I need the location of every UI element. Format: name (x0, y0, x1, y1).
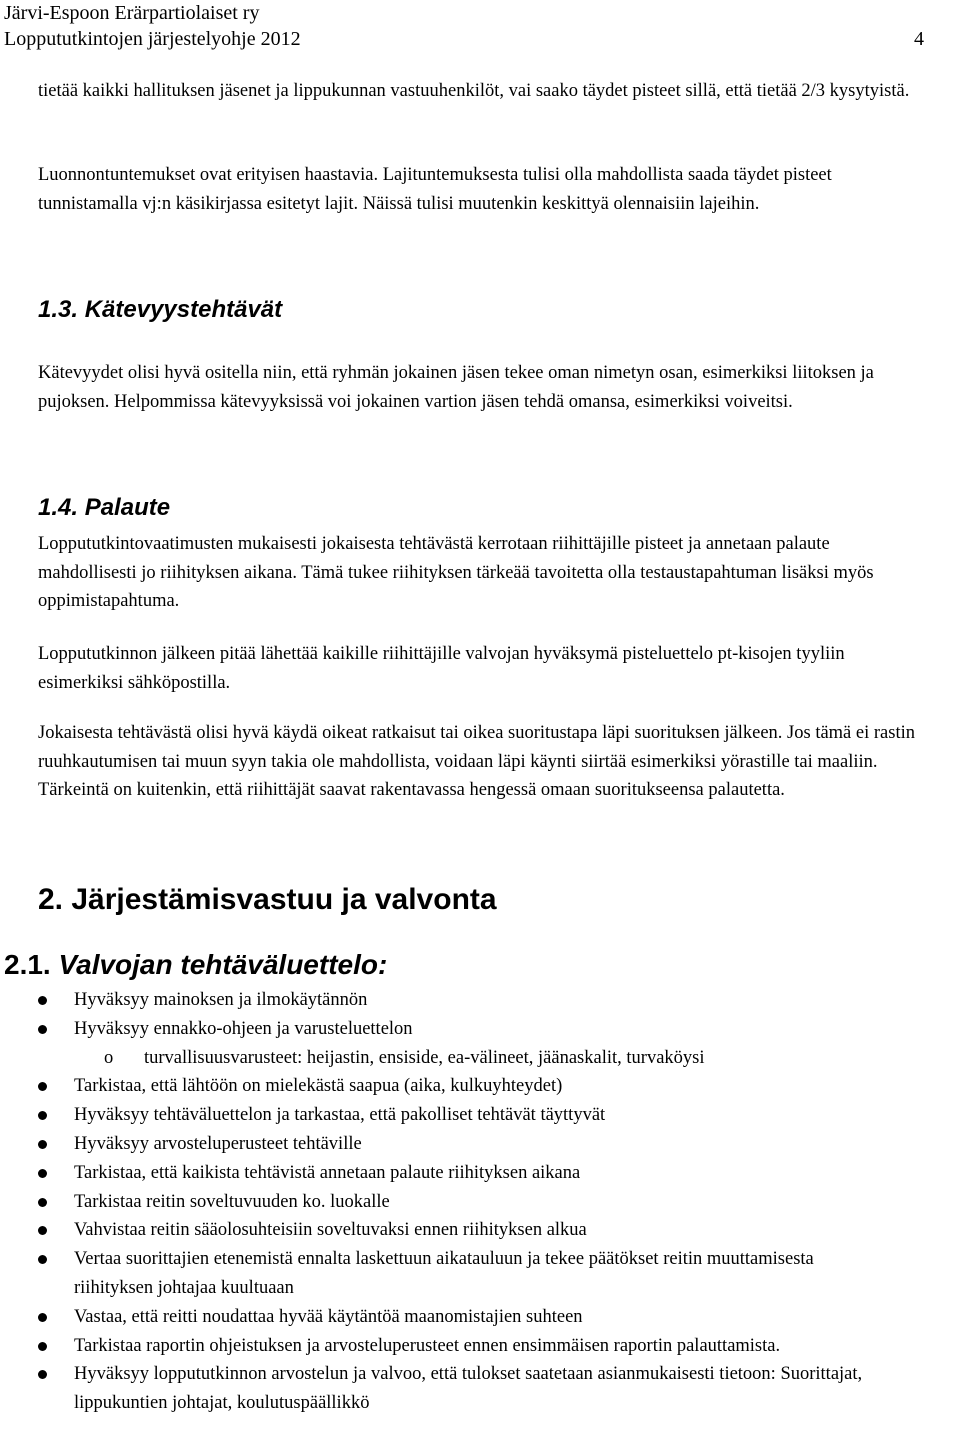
paragraph: tietää kaikki hallituksen jäsenet ja lippukunnan vastuuhenkilöt, vai saako täydet pisteet sillä, että tietää 2/3 kysytyistä. (38, 81, 910, 101)
paragraph: Loppututkinnon jälkeen pitää lähettää kaikille riihittäjille valvojan hyväksymä pisteluettelo pt-kisojen tyyliin esimerkiksi sähköpostilla. (38, 644, 845, 693)
list-item-text: Hyväksyy ennakko-ohjeen ja varusteluettelon (74, 1018, 413, 1039)
bullet-icon (38, 1226, 47, 1235)
list-item-text: Hyväksyy arvosteluperusteet tehtäville (74, 1133, 362, 1154)
section-1-4-para-2 (38, 640, 928, 697)
bullet-icon (38, 1025, 47, 1034)
list-item-text: Tarkistaa reitin soveltuvuuden ko. luokalle (74, 1191, 390, 1212)
list-item (0, 1332, 894, 1361)
list-item (0, 1216, 894, 1245)
paragraph-nature-knowledge (38, 161, 928, 218)
list-item-text: Tarkistaa raportin ohjeistuksen ja arvosteluperusteet ennen ensimmäisen raportin palauttamista. (74, 1335, 781, 1356)
paragraph-continuation (38, 77, 928, 106)
heading-1-4: 1.4. Palaute (38, 494, 171, 521)
bullet-icon (38, 1111, 47, 1120)
list-item-text: turvallisuusvarusteet: heijastin, ensiside, ea-välineet, jäänaskalit, turvaköysi (144, 1047, 705, 1068)
section-1-3-text (38, 359, 928, 416)
supervisor-task-list (0, 986, 960, 1418)
list-item (0, 1188, 894, 1217)
paragraph: Kätevyydet olisi hyvä ositella niin, että ryhmän jokainen jäsen tekee oman nimetyn osan, esimerkiksi liitoksen ja pujoksen. Helpommissa kätevyyksissä voi jokainen vartion jäsen tehdä omansa, esimerkiksi voiveitsi. (38, 363, 874, 412)
bullet-icon (38, 1342, 47, 1351)
bullet-icon (38, 1140, 47, 1149)
sub-bullet-marker: o (104, 1047, 114, 1068)
list-item (0, 986, 894, 1015)
list-item (0, 1072, 894, 1101)
paragraph: Loppututkintovaatimusten mukaisesti jokaisesta tehtävästä kerrotaan riihittäjille pisteet ja annetaan palaute mahdollisesti jo riihityksen aikana. Tämä tukee riihityksen tärkeää tavoitetta olla testaustapahtuman lisäksi myös oppimistapahtuma. (38, 534, 874, 611)
list-item (0, 1360, 894, 1418)
list-item-text: Vastaa, että reitti noudattaa hyvää käytäntöä maanomistajien suhteen (74, 1306, 583, 1327)
list-item (0, 1130, 894, 1159)
paragraph: Luonnontuntemukset ovat erityisen haastavia. Lajituntemuksesta tulisi olla mahdollista saada täydet pisteet tunnistamalla vj:n käsikirjassa esitetyt lajit. Näissä tulisi muutenkin keskittyä olennaisiin lajeihin. (38, 165, 832, 214)
list-item-text: Vahvistaa reitin sääolosuhteisiin soveltuvaksi ennen riihityksen alkua (74, 1220, 587, 1241)
list-item (0, 1303, 894, 1332)
bullet-icon (38, 996, 47, 1005)
list-item-text: Hyväksyy mainoksen ja ilmokäytännön (74, 990, 368, 1010)
bullet-icon (38, 1169, 47, 1178)
list-item (0, 1159, 894, 1188)
list-item-text: Hyväksyy tehtäväluettelon ja tarkastaa, että pakolliset tehtävät täyttyvät (74, 1105, 606, 1126)
list-item-text: Vertaa suorittajien etenemistä ennalta laskettuun aikatauluun ja tekee päätökset reitin muuttamisesta riihityksen johtajaa kuultuaan (74, 1249, 814, 1298)
bullet-icon (38, 1198, 47, 1207)
list-item (0, 1245, 894, 1303)
paragraph: Jokaisesta tehtävästä olisi hyvä käydä oikeat ratkaisut tai oikea suoritustapa läpi suorituksen jälkeen. Jos tämä ei rastin ruuhkautumisen tai muun syyn takia ole mahdollista, voidaan läpi käynti siirtää esimerkiksi yörastille tai maaliin. Tärkeintä on kuitenkin, että riihittäjät saavat rakentavassa hengessä omaan suoritukseensa palautetta. (38, 723, 915, 800)
heading-2-1 (4, 948, 387, 982)
sub-list-item (0, 1044, 924, 1073)
list-item-text: Hyväksyy loppututkinnon arvostelun ja valvoo, että tulokset saatetaan asianmukaisesti tietoon: Suorittajat, lippukuntien johtajat, koulutuspäällikkö (74, 1364, 863, 1414)
bullet-icon (38, 1082, 47, 1091)
list-item-text: Tarkistaa, että kaikista tehtävistä annetaan palaute riihityksen aikana (74, 1162, 581, 1183)
section-1-4-para-1 (38, 530, 928, 616)
heading-1-3: 1.3. Kätevyystehtävät (38, 296, 283, 323)
page-header (4, 0, 924, 52)
section-1-4-para-3 (38, 719, 928, 805)
heading-2: 2. Järjestämisvastuu ja valvonta (38, 883, 497, 916)
bullet-icon (38, 1255, 47, 1264)
list-item-text: Tarkistaa, että lähtöön on mielekästä saapua (aika, kulkuyhteydet) (74, 1076, 563, 1097)
list-item (0, 1101, 894, 1130)
header-document-title: Loppututkintojen järjestelyohje 2012 (4, 28, 301, 50)
heading-2-1-title: Valvojan tehtäväluettelo: (58, 949, 388, 980)
list-item (0, 1015, 894, 1044)
heading-2-1-number: 2.1. (4, 949, 51, 980)
page-number: 4 (914, 28, 924, 50)
header-organization: Järvi-Espoon Erärpartiolaiset ry (4, 2, 260, 24)
bullet-icon (38, 1370, 47, 1379)
header-line-2 (4, 26, 924, 52)
bullet-icon (38, 1313, 47, 1322)
